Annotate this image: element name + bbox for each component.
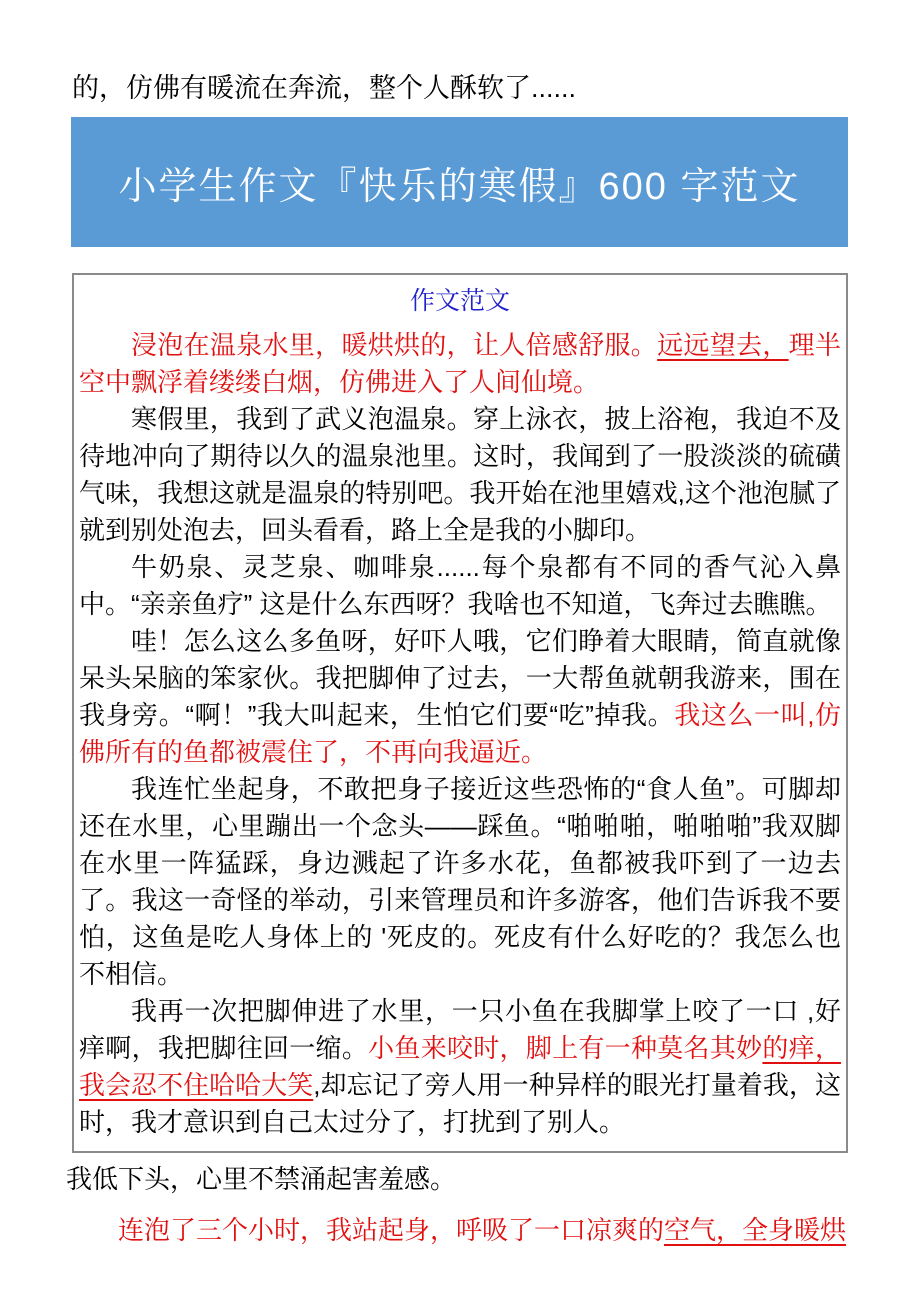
paragraph (79, 401, 841, 549)
title-banner (71, 117, 848, 247)
paragraph (79, 549, 841, 623)
text-segment: 小鱼来咬时，脚上有一种莫名其妙 (368, 1033, 763, 1063)
text-segment: 我低下头，心里不禁涌起害羞感。 (66, 1164, 457, 1194)
essay-box (72, 273, 848, 1153)
paragraph (66, 1212, 848, 1249)
text-segment: 连泡了三个小时，我站起身，呼吸了一口凉爽的 (118, 1215, 665, 1245)
underlined-text-segment: 远远望去， (657, 330, 789, 360)
paragraph (66, 1161, 848, 1198)
text-segment: 牛奶泉、灵芝泉、咖啡泉......每个泉都有不同的香气沁入鼻中。“亲亲鱼疗” 这是什么东西呀？我啥也不知道，飞奔过去瞧瞧。 (79, 552, 841, 619)
text-segment: ,却忘记了旁人用一种异样的眼光打量着我，这时，我才意识到自己太过分了，打扰到了别人。 (79, 1070, 841, 1137)
text-segment: 我连忙坐起身，不敢把身子接近这些恐怖的“食人鱼”。可脚却还在水里，心里蹦出一个念头——踩鱼。“啪啪啪，啪啪啪”我双脚在水里一阵猛踩，身边溅起了许多水花，鱼都被我吓到了一边去了。我这一奇怪的举动，引来管理员和许多游客，他们告诉我不要怕，这鱼是吃人身体上的 '死皮的。死皮有什么好吃的？我怎么也不相信。 (79, 774, 841, 989)
essay-body (79, 327, 841, 1141)
banner-title: 小学生作文『快乐的寒假』600 字范文 (118, 165, 801, 208)
underlined-text-segment: 的痒，我会忍不住哈哈大笑 (79, 1033, 841, 1100)
after-box-text (66, 1161, 848, 1249)
text-segment: 理半空中飘浮着缕缕白烟，仿佛进入了人间仙境。 (79, 330, 841, 397)
essay-heading: 作文范文 (409, 287, 510, 315)
text-segment: 我这么一叫,仿佛所有的鱼都被震住了，不再向我逼近。 (79, 700, 841, 767)
underlined-text-segment: 空气，全身暖烘 (664, 1215, 847, 1245)
page-top-text-line: 的，仿佛有暖流在奔流，整个人酥软了...... (72, 73, 577, 103)
paragraph (79, 327, 841, 401)
text-segment: 我再一次把脚伸进了水里，一只小鱼在我脚掌上咬了一口 ,好痒啊，我把脚往回一缩。 (79, 996, 841, 1063)
text-segment: 寒假里，我到了武义泡温泉。穿上泳衣，披上浴袍，我迫不及待地冲向了期待以久的温泉池里。这时，我闻到了一股淡淡的硫磺气味，我想这就是温泉的特别吧。我开始在池里嬉戏,这个池泡腻了就到别处泡去，回头看看，路上全是我的小脚印。 (79, 404, 841, 545)
paragraph (79, 623, 841, 771)
text-segment: 哇！怎么这么多鱼呀，好吓人哦，它们睁着大眼睛，简直就像呆头呆脑的笨家伙。我把脚伸了过去，一大帮鱼就朝我游来，围在我身旁。“啊！”我大叫起来，生怕它们要“吃”掉我。 (79, 626, 841, 730)
paragraph (79, 993, 841, 1141)
text-segment: 浸泡在温泉水里，暖烘烘的，让人倍感舒服。 (131, 330, 658, 360)
paragraph (79, 771, 841, 993)
